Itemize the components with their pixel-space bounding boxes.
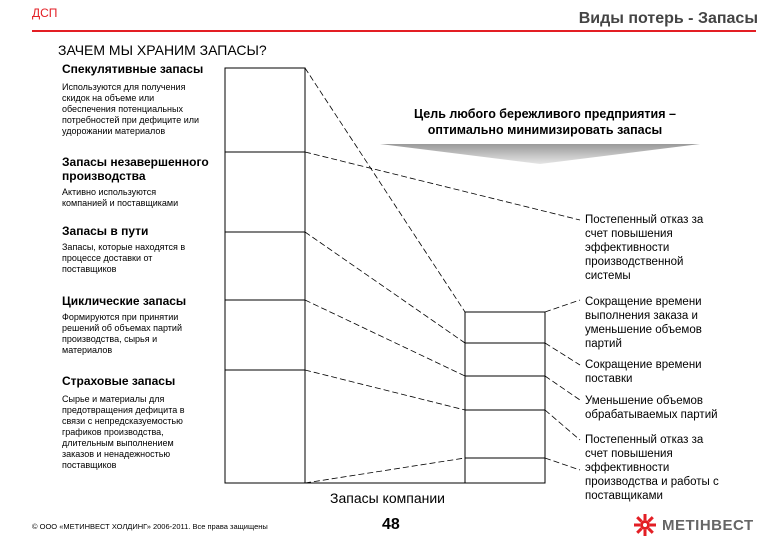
desc-line: процессе доставки от [62,253,153,263]
goal-arrow [380,144,700,164]
reduction-line: выполнения заказа и [585,310,698,322]
desc-line: потребностей при дефиците или [62,115,200,125]
reduction-text-3 [585,358,702,386]
connector-line [545,410,580,440]
connector-line [545,300,580,312]
reduction-line: производственной [585,256,684,268]
logo-text: МЕТІНВЕСТ [662,516,754,534]
desc-line: связи с непредсказуемостью [62,416,183,426]
page-number: 48 [382,516,400,533]
reduction-line: счет повышения [585,228,673,240]
reduction-line: Сокращение времени [585,359,702,371]
desc-line: скидок на объеме или [62,93,155,103]
desc-line: поставщиков [62,460,117,470]
desc-line: решений об объемах партий [62,323,182,333]
category-title-wip [62,155,209,183]
desc-line: обеспечения потенциальных [62,104,183,114]
lean-goal [395,106,695,138]
category-desc-speculative [62,82,222,137]
desc-line: Активно используются [62,187,157,197]
reduction-line: счет повышения [585,448,673,460]
reduction-line: Сокращение времени [585,296,702,308]
connector-line [305,68,465,312]
logo-gear-icon [634,514,656,536]
reduction-text-2 [585,295,702,351]
current-inventory-bar [225,68,305,483]
desc-line: Сырье и материалы для [62,394,165,404]
category-desc-wip [62,187,222,209]
title-line: производства [62,169,146,183]
connector-line [545,376,580,400]
desc-line: Формируются при принятии [62,312,179,322]
connector-line [305,458,465,483]
reduction-line: уменьшение объемов [585,324,702,336]
category-title-in-transit: Запасы в пути [62,224,149,238]
copyright-text: © ООО «МЕТИНВЕСТ ХОЛДИНГ» 2006-2011. Все права защищены [32,522,268,531]
reduction-line: системы [585,270,631,282]
connector-line [305,370,465,410]
reduction-line: обрабатываемых партий [585,409,718,421]
desc-line: компанией и поставщиками [62,198,179,208]
category-desc-in-transit [62,242,222,275]
category-desc-cyclic [62,312,222,356]
reduction-line: поставщиками [585,490,663,502]
desc-line: Запасы, которые находятся в [62,242,186,252]
desc-line: Используются для получения [62,82,186,92]
desc-line: материалов [62,345,113,355]
reduction-line: Постепенный отказ за [585,434,704,446]
connector-line [305,232,465,343]
reduction-text-5 [585,433,719,503]
title-line: Запасы незавершенного [62,155,209,169]
reduction-line: Постепенный отказ за [585,214,704,226]
desc-line: предотвращения дефицита в [62,405,185,415]
reduction-text-1 [585,213,703,283]
desc-line: поставщиков [62,264,117,274]
reduction-text-4 [585,394,718,422]
reduction-line: Уменьшение объемов [585,395,704,407]
desc-line: длительным выполнением [62,438,174,448]
reduction-line: партий [585,338,622,350]
goal-line: оптимально минимизировать запасы [427,123,663,137]
category-title-cyclic: Циклические запасы [62,294,187,308]
connector-line [305,300,465,376]
lean-inventory-bar [465,312,545,483]
goal-line: Цель любого бережливого предприятия – [414,107,676,121]
slide-title: Виды потерь - Запасы [578,10,758,27]
inventory-axis-label: Запасы компании [330,490,445,506]
connector-line [545,458,580,470]
desc-line: заказов и ненадежностью [62,449,171,459]
reduction-line: эффективности [585,462,670,474]
reduction-line: поставки [585,373,633,385]
company-logo [634,514,774,536]
reduction-line: производства и работы с [585,476,719,488]
desc-line: производства, сырья и [62,334,158,344]
category-title-safety: Страховые запасы [62,374,176,388]
connector-line [545,343,580,365]
doc-label: ДСП [32,6,58,20]
slide-question: ЗАЧЕМ МЫ ХРАНИМ ЗАПАСЫ? [58,42,267,58]
desc-line: графиков производства, [62,427,164,437]
category-title-speculative: Спекулятивные запасы [62,62,204,76]
reduction-line: эффективности [585,242,670,254]
desc-line: удорожании материалов [62,126,166,136]
category-desc-safety [62,394,222,471]
